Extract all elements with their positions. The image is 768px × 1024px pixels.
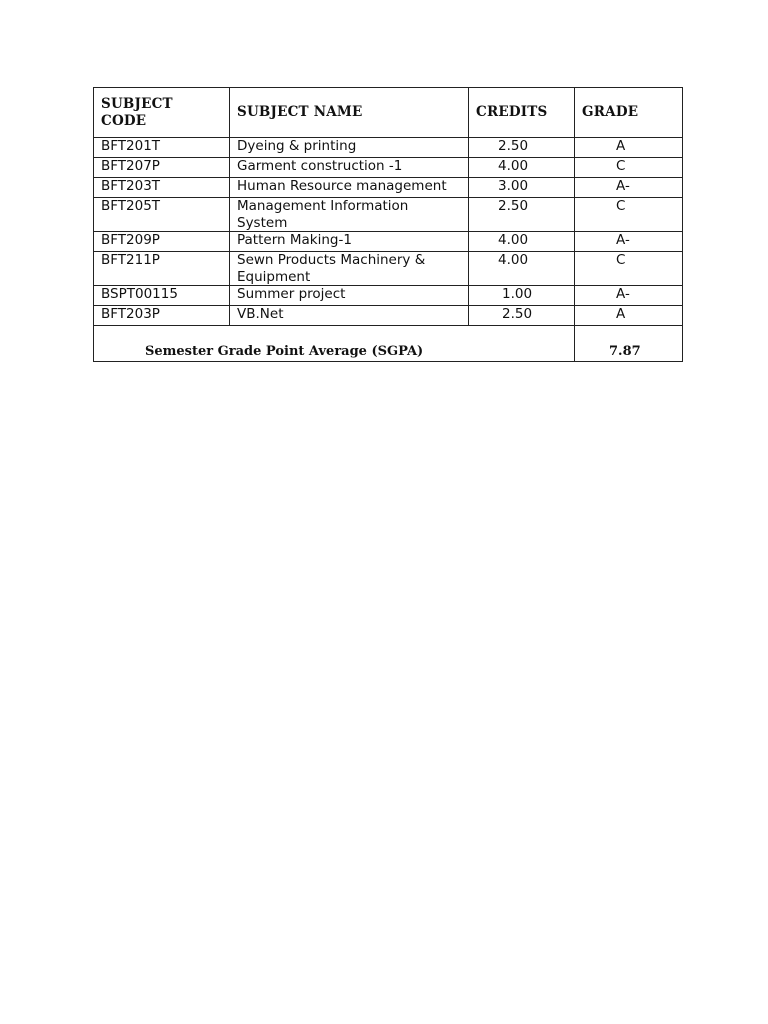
table-row: [94, 178, 683, 198]
cell-grade: C: [575, 252, 683, 286]
cell-grade: A: [575, 306, 683, 326]
cell-subject-code: BFT201T: [94, 138, 230, 158]
cell-subject-name: VB.Net: [230, 306, 469, 326]
cell-subject-code: BFT209P: [94, 232, 230, 252]
cell-credits: 2.50: [469, 138, 575, 158]
table-row: [94, 252, 683, 286]
cell-grade: A-: [575, 232, 683, 252]
table-row: [94, 198, 683, 232]
cell-grade: A: [575, 138, 683, 158]
cell-credits: 2.50: [469, 306, 575, 326]
table-row: [94, 138, 683, 158]
cell-subject-name: Human Resource management: [230, 178, 469, 198]
table-row: [94, 158, 683, 178]
sgpa-label: Semester Grade Point Average (SGPA): [94, 326, 575, 362]
cell-subject-name: Summer project: [230, 286, 469, 306]
table-row: [94, 232, 683, 252]
cell-credits: 2.50: [469, 198, 575, 232]
table-row: [94, 306, 683, 326]
cell-subject-name: Pattern Making-1: [230, 232, 469, 252]
cell-credits: 4.00: [469, 158, 575, 178]
cell-credits: 3.00: [469, 178, 575, 198]
table-row: [94, 286, 683, 306]
header-credits: CREDITS: [469, 88, 575, 138]
cell-grade: A-: [575, 286, 683, 306]
cell-subject-name: Sewn Products Machinery & Equipment: [230, 252, 469, 286]
cell-subject-name: Dyeing & printing: [230, 138, 469, 158]
cell-subject-code: BFT205T: [94, 198, 230, 232]
header-subject-code: SUBJECT CODE: [94, 88, 230, 138]
cell-subject-name: Management Information System: [230, 198, 469, 232]
cell-subject-code: BFT203T: [94, 178, 230, 198]
cell-subject-name: Garment construction -1: [230, 158, 469, 178]
header-grade: GRADE: [575, 88, 683, 138]
cell-grade: C: [575, 158, 683, 178]
header-subject-name: SUBJECT NAME: [230, 88, 469, 138]
cell-grade: C: [575, 198, 683, 232]
table-header-row: [94, 88, 683, 138]
grade-table: [93, 87, 683, 362]
sgpa-row: [94, 326, 683, 362]
cell-subject-code: BSPT00115: [94, 286, 230, 306]
cell-subject-code: BFT211P: [94, 252, 230, 286]
cell-credits: 4.00: [469, 252, 575, 286]
cell-credits: 4.00: [469, 232, 575, 252]
cell-subject-code: BFT207P: [94, 158, 230, 178]
cell-subject-code: BFT203P: [94, 306, 230, 326]
sgpa-value: 7.87: [575, 326, 683, 362]
cell-grade: A-: [575, 178, 683, 198]
cell-credits: 1.00: [469, 286, 575, 306]
